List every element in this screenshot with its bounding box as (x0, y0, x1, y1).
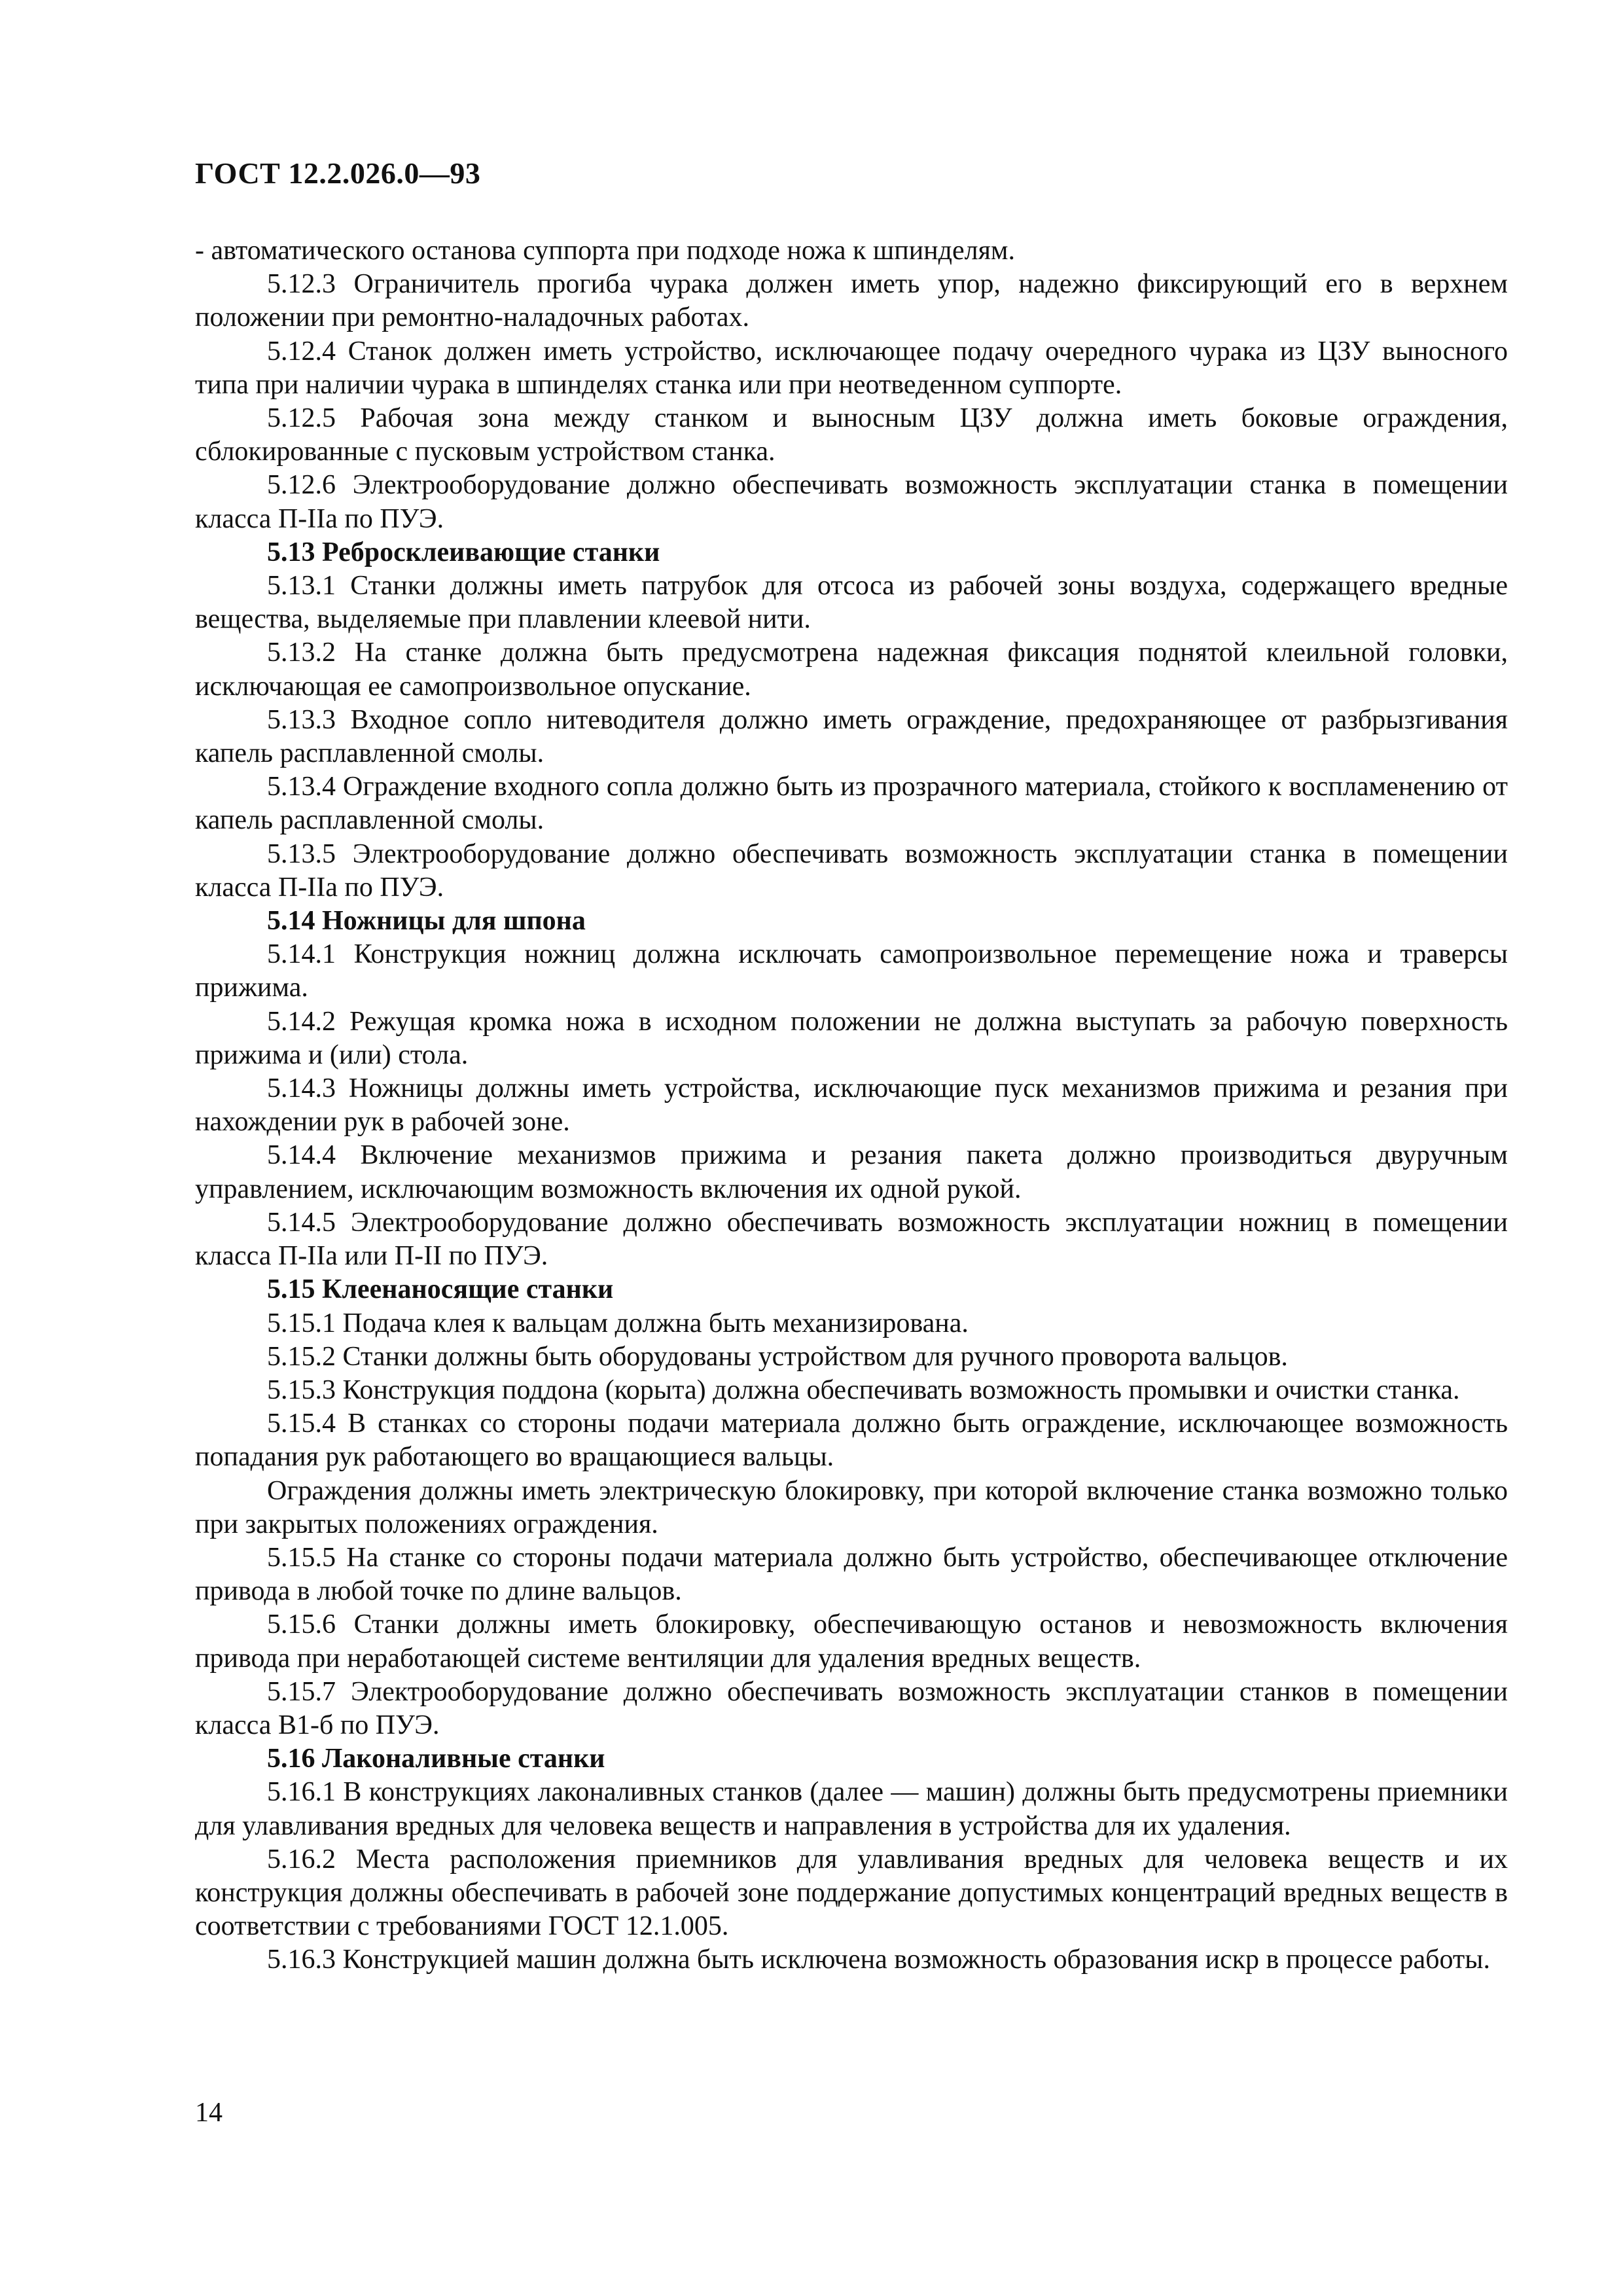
paragraph: 5.15.5 На станке со стороны подачи материала должно быть устройство, обеспечивающее отключение привода в любой точке по длине вальцов. (195, 1542, 1508, 1607)
paragraph: 5.12.4 Станок должен иметь устройство, исключающее подачу очередного чурака из ЦЗУ выносного типа при наличии чурака в шпинделях станка или при неотведенном суппорте. (195, 336, 1508, 400)
paragraph: 5.15.4 В станках со стороны подачи материала должно быть ограждение, исключающее возможность попадания рук работающего во вращающиеся вальцы. (195, 1408, 1508, 1473)
paragraph: 5.15.3 Конструкция поддона (корыта) должна обеспечивать возможность промывки и очистки станка. (267, 1374, 1460, 1405)
paragraph: Ограждения должны иметь электрическую блокировку, при которой включение станка возможно только при закрытых положениях ограждения. (195, 1475, 1508, 1539)
paragraph: - автоматического останова суппорта при подходе ножа к шпинделям. (195, 236, 1016, 266)
document-header: ГОСТ 12.2.026.0—93 (195, 156, 481, 190)
section-heading: 5.15 Клеенаносящие станки (267, 1274, 614, 1305)
paragraph: 5.16.3 Конструкцией машин должна быть исключена возможность образования искр в процессе работы. (267, 1945, 1490, 1975)
paragraph: 5.13.5 Электрооборудование должно обеспечивать возможность эксплуатации станка в помещении класса П-IIа по ПУЭ. (195, 838, 1508, 903)
paragraph: 5.16.1 В конструкциях лаконаливных станков (далее — машин) должны быть предусмотрены приемники для улавливания вредных для человека веществ и направления в устройства для их удаления. (195, 1777, 1508, 1841)
paragraph: 5.15.2 Станки должны быть оборудованы устройством для ручного проворота вальцов. (267, 1341, 1288, 1372)
page-number: 14 (195, 2098, 223, 2128)
paragraph: 5.12.3 Ограничитель прогиба чурака должен иметь упор, надежно фиксирующий его в верхнем положении при ремонтно-наладочных работах. (195, 269, 1508, 333)
paragraph: 5.13.3 Входное сопло нитеводителя должно иметь ограждение, предохраняющее от разбрызгивания капель расплавленной смолы. (195, 704, 1508, 769)
paragraph: 5.12.5 Рабочая зона между станком и выносным ЦЗУ должна иметь боковые ограждения, сблокированные с пусковым устройством станка. (195, 403, 1508, 467)
paragraph: 5.13.4 Ограждение входного сопла должно быть из прозрачного материала, стойкого к воспламенению от капель расплавленной смолы. (195, 772, 1508, 836)
paragraph: 5.12.6 Электрооборудование должно обеспечивать возможность эксплуатации станка в помещении класса П-IIа по ПУЭ. (195, 470, 1508, 534)
paragraph: 5.15.6 Станки должны иметь блокировку, обеспечивающую останов и невозможность включения привода при неработающей системе вентиляции для удаления вредных веществ. (195, 1609, 1508, 1674)
paragraph: 5.16.2 Места расположения приемников для улавливания вредных для человека веществ и их конструкция должны обеспечивать в рабочей зоне поддержание допустимых концентраций вредных веществ в соответствии с требованиями ГОСТ 12.1.005. (195, 1844, 1508, 1942)
paragraph: 5.15.1 Подача клея к вальцам должна быть механизирована. (267, 1308, 969, 1338)
paragraph: 5.15.7 Электрооборудование должно обеспечивать возможность эксплуатации станков в помещении класса В1-б по ПУЭ. (195, 1676, 1508, 1740)
paragraph: 5.14.1 Конструкция ножниц должна исключать самопроизвольное перемещение ножа и траверсы прижима. (195, 939, 1508, 1003)
document-body (195, 234, 1508, 1977)
paragraph: 5.13.2 На станке должна быть предусмотрена надежная фиксация поднятой клеильной головки, исключающая ее самопроизвольное опускание. (195, 637, 1508, 702)
section-heading: 5.14 Ножницы для шпона (267, 906, 586, 937)
paragraph: 5.14.2 Режущая кромка ножа в исходном положении не должна выступать за рабочую поверхность прижима и (или) стола. (195, 1006, 1508, 1070)
section-heading: 5.13 Ребросклеивающие станки (267, 537, 660, 567)
section-heading: 5.16 Лаконаливные станки (267, 1744, 605, 1774)
paragraph: 5.14.5 Электрооборудование должно обеспечивать возможность эксплуатации ножниц в помещении класса П-IIа или П-II по ПУЭ. (195, 1207, 1508, 1272)
paragraph: 5.14.4 Включение механизмов прижима и резания пакета должно производиться двуручным управлением, исключающим возможность включения их одной рукой. (195, 1140, 1508, 1204)
paragraph: 5.14.3 Ножницы должны иметь устройства, исключающие пуск механизмов прижима и резания при нахождении рук в рабочей зоне. (195, 1073, 1508, 1138)
paragraph: 5.13.1 Станки должны иметь патрубок для отсоса из рабочей зоны воздуха, содержащего вредные вещества, выделяемые при плавлении клеевой нити. (195, 571, 1508, 635)
